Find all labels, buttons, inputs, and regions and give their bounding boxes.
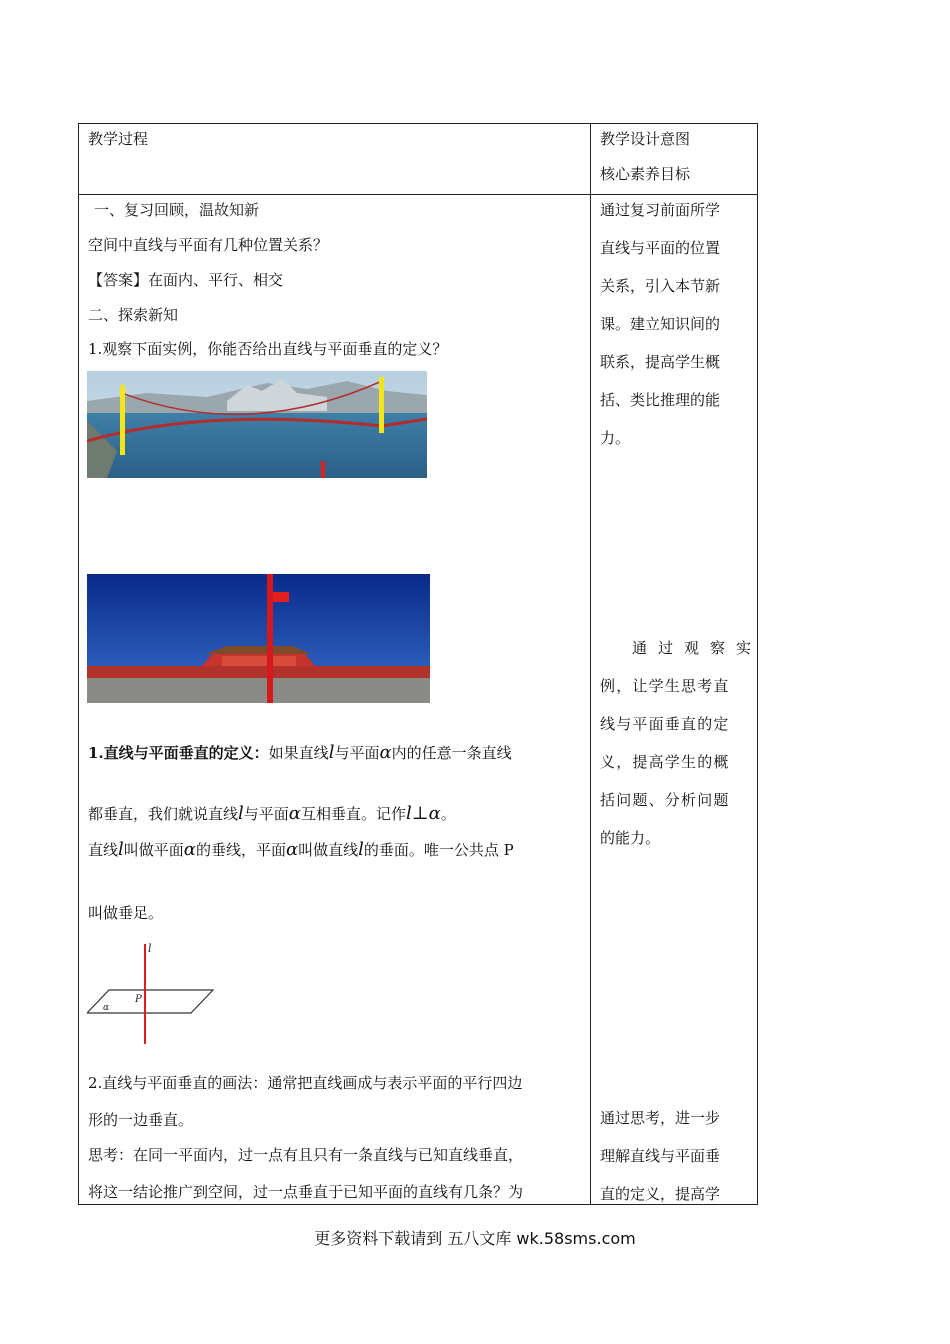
symbol-l: l — [358, 839, 364, 860]
header-right-line1: 教学设计意图 — [600, 130, 691, 148]
drawing-method-line2: 形的一边垂直。 — [88, 1111, 194, 1129]
definition-line2: 都垂直，我们就说直线l与平面α互相垂直。记作l⊥α。 — [88, 803, 456, 824]
symbol-alpha: α — [285, 839, 299, 860]
header-left: 教学过程 — [88, 130, 149, 148]
figure-label-alpha: α — [103, 1003, 110, 1013]
definition-line1: 1.直线与平面垂直的定义：如果直线l与平面α内的任意一条直线 — [88, 742, 512, 763]
section2-title: 二、探索新知 — [88, 306, 179, 324]
header-divider — [79, 194, 757, 195]
column-divider — [590, 124, 591, 1204]
section1-answer: 【答案】在面内、平行、相交 — [88, 271, 284, 289]
perpendicular-figure — [87, 938, 217, 1044]
lesson-table: 教学过程 教学设计意图 核心素养目标 一、复习回顾，温故知新 空间中直线与平面有几种位置关系？ 【答案】在面内、平行、相交 二、探索新知 1.观察下面实例，你能否给出直线与平面垂直的定义？ 1.直线与平面垂直的定义：如果直线l与平面α内的任意一条直线 都垂直，我们就说直线l与平面α互相垂直。记作l⊥α。 直线l叫做平面α的垂线，平面α叫做直线l的垂面。唯一公共点 P 叫做垂足。 l P α 2.直线与平面垂直的画法：通常把直线画成与表示平面的平行四边 形的一边垂直。 思考：在同一平面内，过一点有且只有一条直线与已知直线垂直， 将这一结论推广到空间，过一点垂直于已知平面的直线有几条？为 通过复习前面所学 直线与平面的位置 关系，引入本节新 课。建立知识间的 联系，提高学生概 括、类比推理的能 力。 通过观察实 例，让学生思考直 线与平面垂直的定 义，提高学生的概 括问题、分析问题 的能力。 通过思考，进一步 理解直线与平面垂 直的定义，提高学 — [78, 123, 758, 1205]
symbol-alpha: α — [288, 803, 301, 824]
section1-title: 一、复习回顾，温故知新 — [94, 201, 260, 219]
symbol-l: l — [328, 742, 335, 763]
section2-question: 1.观察下面实例，你能否给出直线与平面垂直的定义？ — [88, 340, 448, 358]
think-line2: 将这一结论推广到空间，过一点垂直于已知平面的直线有几条？为 — [88, 1183, 524, 1201]
think-line1: 思考：在同一平面内，过一点有且只有一条直线与已知直线垂直， — [88, 1146, 524, 1164]
bridge-photo — [87, 371, 427, 478]
definition-line4: 叫做垂足。 — [88, 904, 164, 922]
tiananmen-photo — [87, 574, 430, 703]
symbol-alpha: α — [379, 742, 392, 763]
figure-label-p: P — [135, 994, 142, 1005]
drawing-method-line1: 2.直线与平面垂直的画法：通常把直线画成与表示平面的平行四边 — [88, 1074, 523, 1092]
symbol-l: l — [238, 803, 244, 824]
definition-title: 1.直线与平面垂直的定义： — [88, 744, 269, 762]
section1-question: 空间中直线与平面有几种位置关系？ — [88, 236, 329, 254]
definition-line3: 直线l叫做平面α的垂线，平面α叫做直线l的垂面。唯一公共点 P — [88, 839, 514, 860]
footer-link[interactable]: 更多资料下载请到 五八文库 wk.58sms.com — [314, 1229, 636, 1248]
symbol-alpha: α — [183, 839, 196, 860]
symbol-l: l — [118, 839, 124, 860]
symbol-perp: l⊥α — [405, 803, 441, 824]
header-right-line2: 核心素养目标 — [600, 165, 691, 183]
figure-label-l: l — [148, 942, 152, 955]
